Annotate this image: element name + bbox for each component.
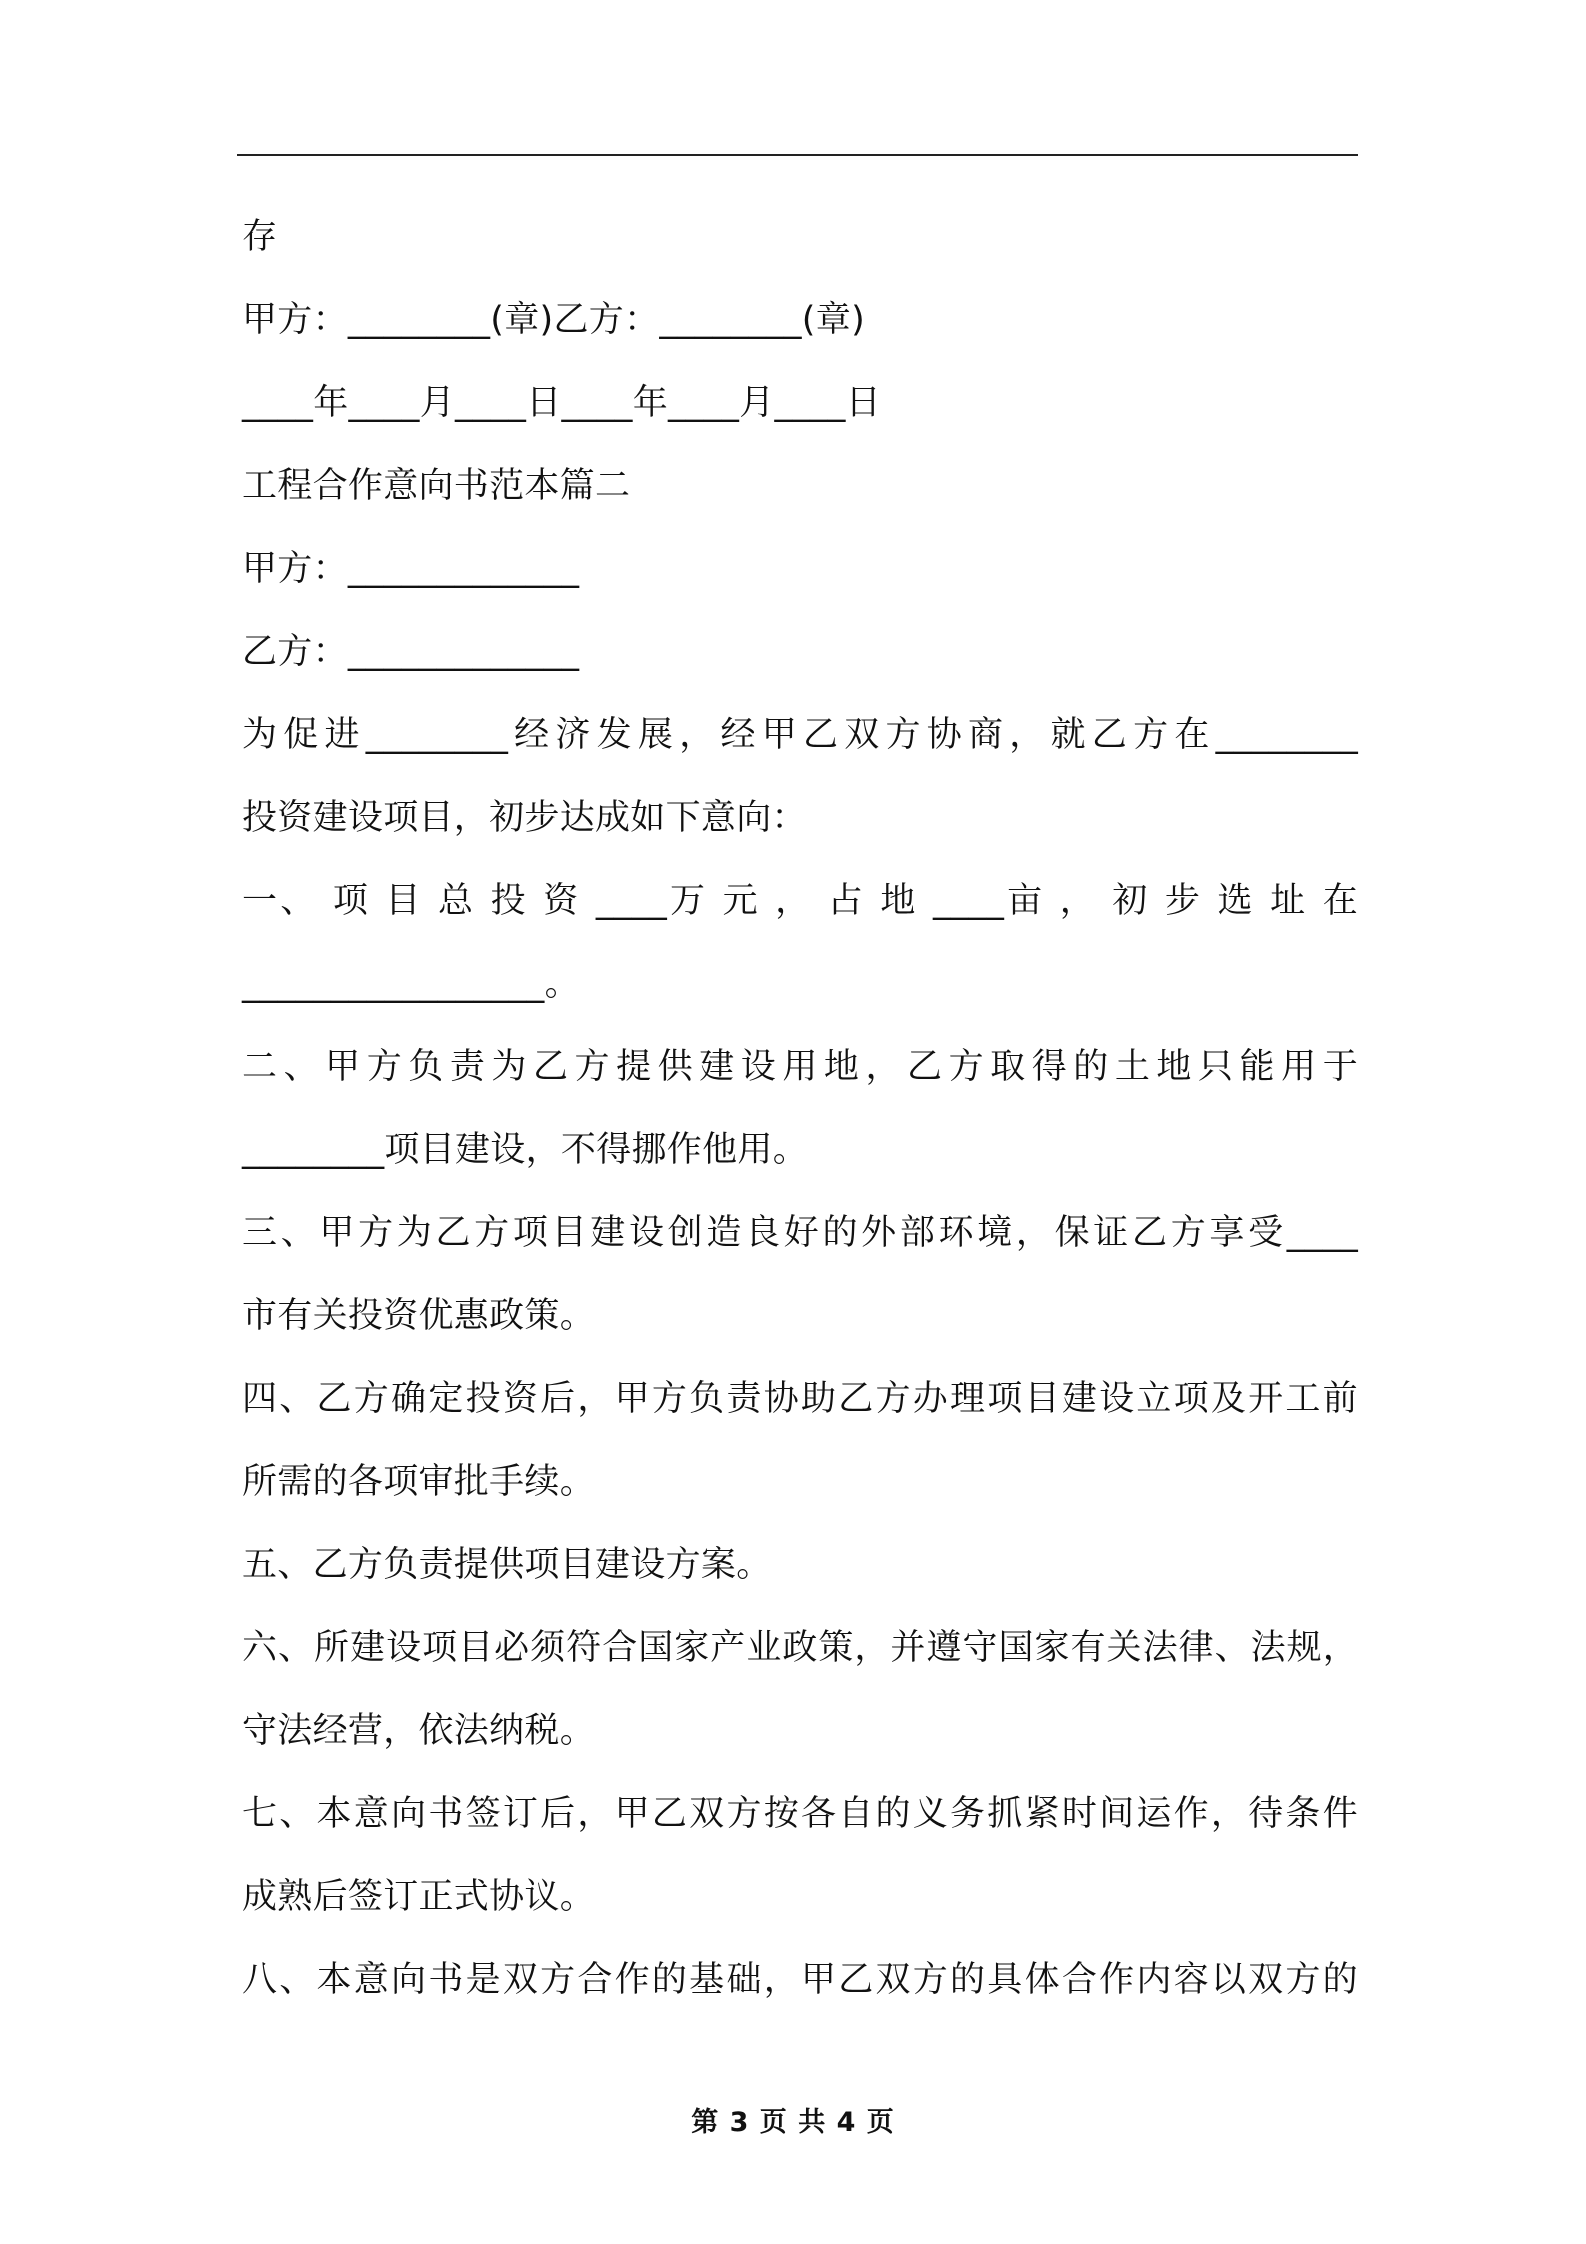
clause-1-line: 一、 项 目 总 投 资 ____万 元 ， 占 地 ____亩 ， 初 步 选 址 在	[242, 881, 1358, 921]
clause-2-line: 二、甲方负责为乙方提供建设用地，乙方取得的土地只能用于	[242, 1047, 1358, 1087]
text-line: 市有关投资优惠政策。	[242, 1296, 596, 1336]
text-line: 投资建设项目，初步达成如下意向：	[242, 798, 807, 838]
clause-7-line: 七、本意向书签订后，甲乙双方按各自的义务抓紧时间运作，待条件	[242, 1794, 1358, 1834]
text-line: _________________。	[242, 964, 580, 1004]
text-line: 为促进________经济发展，经甲乙双方协商，就乙方在________	[242, 715, 1358, 755]
page-number: 第 3 页 共 4 页	[691, 2107, 895, 2138]
text-line: 存	[242, 217, 278, 257]
section-title: 工程合作意向书范本篇二	[242, 466, 631, 506]
clause-4-line: 四、乙方确定投资后，甲方负责协助乙方办理项目建设立项及开工前	[242, 1379, 1358, 1419]
text-line: ________项目建设，不得挪作他用。	[242, 1130, 809, 1170]
signature-line: 甲方：________(章)乙方：________(章)	[242, 300, 866, 340]
clause-5-line: 五、乙方负责提供项目建设方案。	[242, 1545, 772, 1585]
clause-6-line: 六、所建设项目必须符合国家产业政策，并遵守国家有关法律、法规，	[242, 1628, 1358, 1668]
party-a-line: 甲方：_____________	[242, 549, 580, 589]
text-line: 成熟后签订正式协议。	[242, 1877, 596, 1917]
clause-3-line: 三、甲方为乙方项目建设创造良好的外部环境，保证乙方享受____	[242, 1213, 1358, 1253]
document-body	[242, 196, 1358, 2022]
party-b-line: 乙方：_____________	[242, 632, 580, 672]
header-rule	[237, 154, 1358, 156]
date-line: ____年____月____日____年____月____日	[242, 383, 882, 423]
clause-8-line: 八、本意向书是双方合作的基础，甲乙双方的具体合作内容以双方的	[242, 1960, 1358, 2000]
text-line: 守法经营，依法纳税。	[242, 1711, 596, 1751]
text-line: 所需的各项审批手续。	[242, 1462, 596, 1502]
